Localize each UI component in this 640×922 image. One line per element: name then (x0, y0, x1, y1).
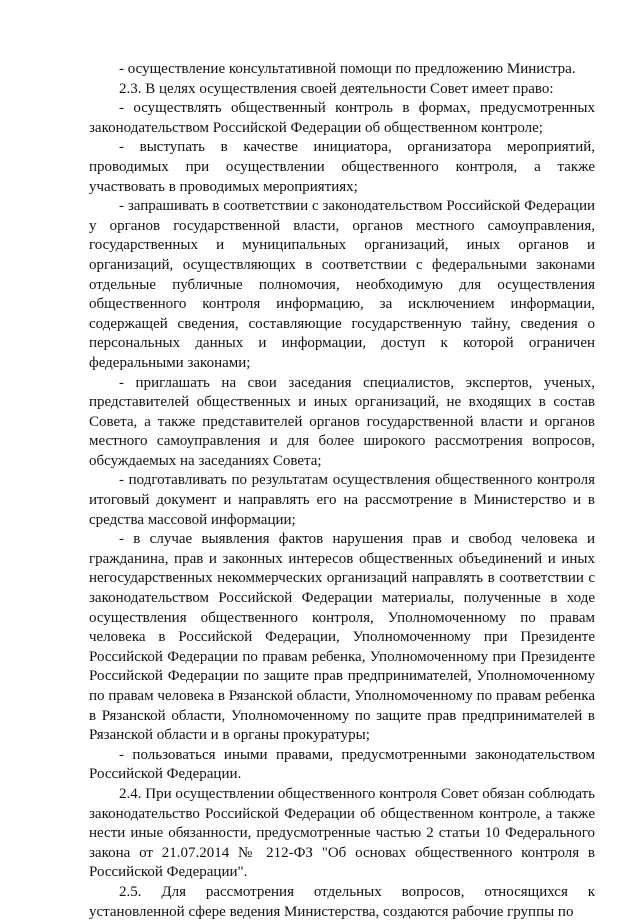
paragraph-consulting: - осуществление консультативной помощи по предложению Министра. (119, 61, 576, 77)
paragraph-other-rights: - пользоваться иными правами, предусмотренными законодательством Российской Федерации. (89, 746, 595, 783)
paragraph-2-5: 2.5. Для рассмотрения отдельных вопросов, относящихся к установленной сфере ведения Министерства, создаются рабочие группы по (89, 883, 595, 920)
document-body (89, 60, 595, 922)
paragraph-2-4: 2.4. При осуществлении общественного контроля Совет обязан соблюдать законодательство Российской Федерации об общественном контроле, а также нести иные обязанности, предусмотренные частью 2 статьи 10 Федерального закона от 21.07.2014 № 212-ФЗ "Об основах общественного контроля в Российской Федерации". (89, 785, 595, 881)
paragraph-request-info: - запрашивать в соответствии с законодательством Российской Федерации у органов государственной власти, органов местного самоуправления, государственных и муниципальных организаций, иных органов и организаций, осуществляющих в соответствии с федеральными законами отдельные публичные полномочия, необходимую для осуществления общественного контроля информацию, за исключением информации, содержащей сведения, составляющие государственную тайну, сведения о персональных данных и информации, доступ к которой ограничен федеральными законами; (89, 198, 595, 371)
paragraph-violations: - в случае выявления фактов нарушения прав и свобод человека и гражданина, прав и законных интересов общественных объединений и иных негосударственных некоммерческих организаций направлять в соответствии с законодательством Российской Федерации материалы, полученные в ходе осуществления общественного контроля, Уполномоченному по правам человека в Российской Федерации, Уполномоченному при Президенте Российской Федерации по правам ребенка, Уполномоченному при Президенте Российской Федерации по защите прав предпринимателей, Уполномоченному по правам человека в Рязанской области, Уполномоченному по правам ребенка в Рязанской области, Уполномоченному по защите прав предпринимателей в Рязанской области и в органы прокуратуры; (89, 531, 595, 744)
paragraph-invite-specialists: - приглашать на свои заседания специалистов, экспертов, ученых, представителей общественных и иных организаций, не входящих в состав Совета, а также представителей органов государственной власти и органов местного самоуправления и для более широкого рассмотрения вопросов, обсуждаемых на заседаниях Совета; (89, 374, 595, 469)
paragraph-2-3-heading: 2.3. В целях осуществления своей деятельности Совет имеет право: (119, 80, 554, 97)
paragraph-public-control: - осуществлять общественный контроль в формах, предусмотренных законодательством Российской Федерации об общественном контроле; (89, 100, 595, 136)
paragraph-initiator: - выступать в качестве инициатора, организатора мероприятий, проводимых при осуществлении общественного контроля, а также участвовать в проводимых мероприятиях; (89, 139, 595, 195)
paragraph-final-document: - подготавливать по результатам осуществления общественного контроля итоговый документ и направлять его на рассмотрение в Министерство и в средства массовой информации; (89, 472, 595, 528)
